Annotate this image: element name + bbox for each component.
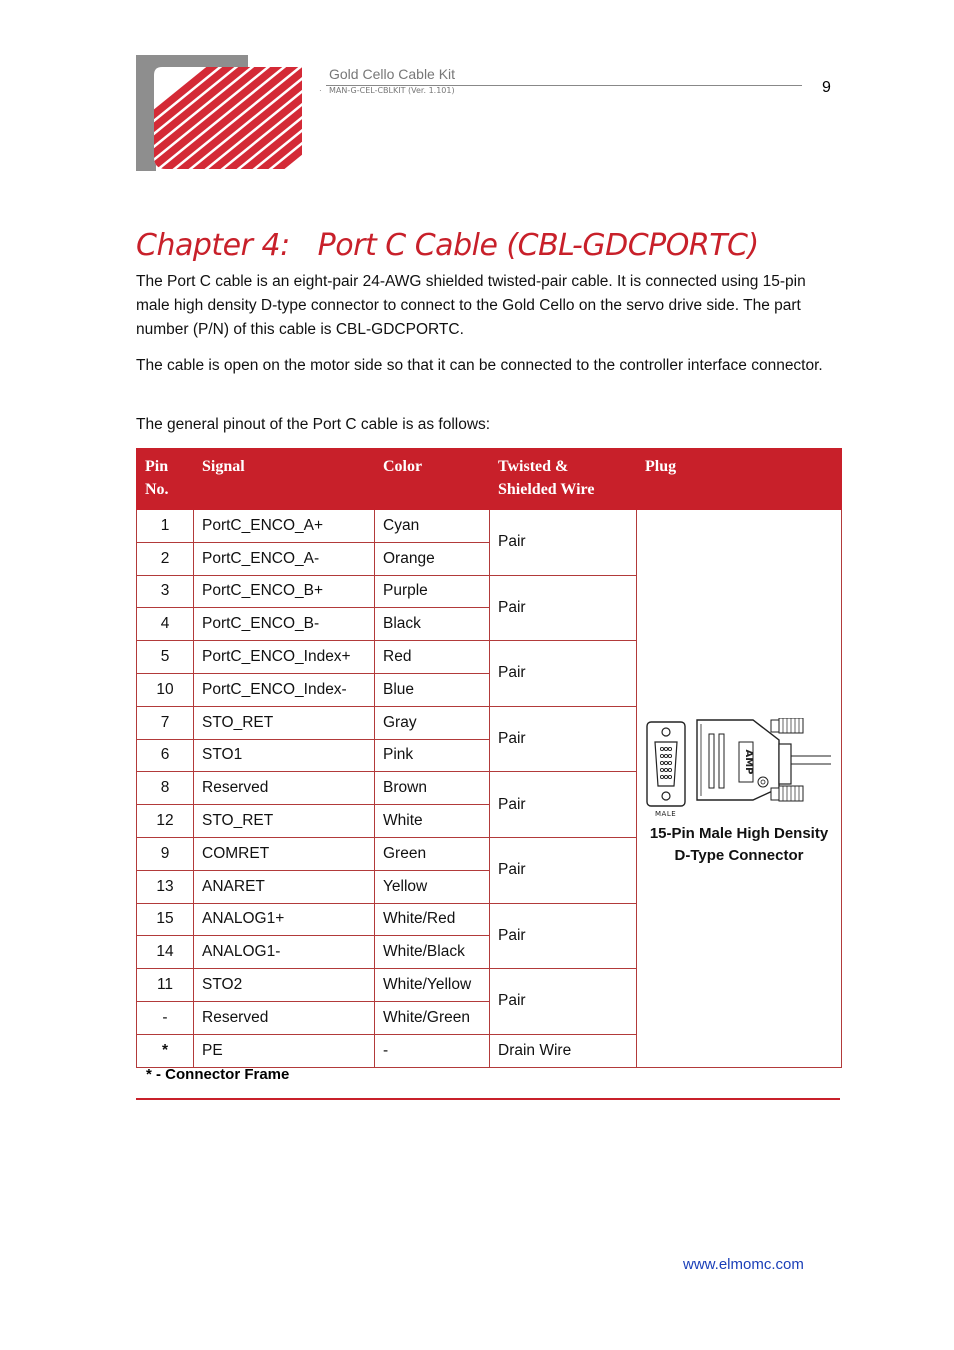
intro-paragraph: The Port C cable is an eight-pair 24-AWG shielded twisted-pair cable. It is connected using 15-pin male high density D-type connector to connect to the Gold Cello on the servo drive side. The part number (P/N) of this cable is CBL-GDCPORTC. <box>136 273 806 338</box>
table-header-row <box>137 449 842 510</box>
header-twisted: Twisted & Shielded Wire <box>490 449 637 510</box>
pair-cell: Pair <box>490 837 637 903</box>
signal-cell: STO_RET <box>194 805 375 838</box>
header-bullet: · <box>319 86 322 95</box>
pair-cell: Pair <box>490 575 637 641</box>
pin-cell: 7 <box>137 706 194 739</box>
pin-cell: 14 <box>137 936 194 969</box>
page-number: 9 <box>822 79 831 96</box>
male-label: MALE <box>655 810 677 818</box>
pin-cell: 13 <box>137 870 194 903</box>
pin-cell: 6 <box>137 739 194 772</box>
color-cell: Red <box>375 641 490 674</box>
signal-cell: PortC_ENCO_A+ <box>194 510 375 543</box>
signal-cell: COMRET <box>194 837 375 870</box>
header-signal: Signal <box>194 449 375 510</box>
color-cell: White/Red <box>375 903 490 936</box>
signal-cell: PortC_ENCO_Index+ <box>194 641 375 674</box>
signal-cell: STO1 <box>194 739 375 772</box>
color-cell: Blue <box>375 673 490 706</box>
pair-cell: Pair <box>490 706 637 772</box>
brand-mark-text: AMP <box>743 749 754 775</box>
plug-caption <box>637 823 841 867</box>
section-divider <box>136 1098 840 1100</box>
plug-caption-line1: 15-Pin Male High Density <box>649 825 829 842</box>
header-title: Gold Cello Cable Kit <box>329 66 456 82</box>
pin-cell: * <box>137 1034 194 1067</box>
website-link[interactable]: www.elmomc.com <box>683 1256 804 1273</box>
header-plug: Plug <box>637 449 842 510</box>
color-cell: Purple <box>375 575 490 608</box>
header-pin: Pin No. <box>137 449 194 510</box>
signal-cell: PortC_ENCO_A- <box>194 542 375 575</box>
signal-cell: Reserved <box>194 772 375 805</box>
pinout-intro-paragraph: The general pinout of the Port C cable is as follows: <box>136 416 491 433</box>
table-row <box>137 510 842 543</box>
plug-cell <box>637 510 842 1068</box>
signal-cell: Reserved <box>194 1001 375 1034</box>
signal-cell: ANALOG1- <box>194 936 375 969</box>
motor-side-paragraph: The cable is open on the motor side so that it can be connected to the controller interface connector. <box>136 357 823 374</box>
pin-cell: - <box>137 1001 194 1034</box>
pin-cell: 15 <box>137 903 194 936</box>
signal-cell: ANARET <box>194 870 375 903</box>
pair-cell: Pair <box>490 641 637 707</box>
color-cell: White <box>375 805 490 838</box>
pair-cell: Pair <box>490 903 637 969</box>
color-cell: Yellow <box>375 870 490 903</box>
signal-cell: PortC_ENCO_B+ <box>194 575 375 608</box>
pin-cell: 8 <box>137 772 194 805</box>
color-cell: White/Green <box>375 1001 490 1034</box>
color-cell: Green <box>375 837 490 870</box>
color-cell: Pink <box>375 739 490 772</box>
chapter-heading <box>136 228 759 263</box>
pin-cell: 4 <box>137 608 194 641</box>
chapter-label: Chapter 4: <box>136 228 290 263</box>
pin-cell: 9 <box>137 837 194 870</box>
color-cell: Brown <box>375 772 490 805</box>
pair-cell: Pair <box>490 510 637 576</box>
pin-cell: 5 <box>137 641 194 674</box>
pin-cell: 10 <box>137 673 194 706</box>
table-footnote: * - Connector Frame <box>146 1066 290 1083</box>
signal-cell: STO_RET <box>194 706 375 739</box>
pin-cell: 11 <box>137 969 194 1002</box>
header-doc-id: MAN-G-CEL-CBLKIT (Ver. 1.101) <box>329 86 455 95</box>
color-cell: White/Yellow <box>375 969 490 1002</box>
signal-cell: PortC_ENCO_Index- <box>194 673 375 706</box>
signal-cell: ANALOG1+ <box>194 903 375 936</box>
pin-cell: 1 <box>137 510 194 543</box>
pin-cell: 3 <box>137 575 194 608</box>
color-cell: Orange <box>375 542 490 575</box>
pinout-table <box>136 448 842 1068</box>
color-cell: Gray <box>375 706 490 739</box>
pin-cell: 2 <box>137 542 194 575</box>
pair-cell: Pair <box>490 969 637 1035</box>
drain-wire-cell: Drain Wire <box>490 1034 637 1067</box>
company-logo <box>136 55 306 171</box>
chapter-title: Port C Cable (CBL-GDCPORTC) <box>317 228 759 263</box>
pin-cell: 12 <box>137 805 194 838</box>
header-color: Color <box>375 449 490 510</box>
d-sub-connector-icon <box>645 718 833 823</box>
color-cell: - <box>375 1034 490 1067</box>
color-cell: Cyan <box>375 510 490 543</box>
signal-cell: STO2 <box>194 969 375 1002</box>
signal-cell: PE <box>194 1034 375 1067</box>
pair-cell: Pair <box>490 772 637 838</box>
signal-cell: PortC_ENCO_B- <box>194 608 375 641</box>
color-cell: Black <box>375 608 490 641</box>
plug-caption-line2: D-Type Connector <box>674 847 804 864</box>
color-cell: White/Black <box>375 936 490 969</box>
